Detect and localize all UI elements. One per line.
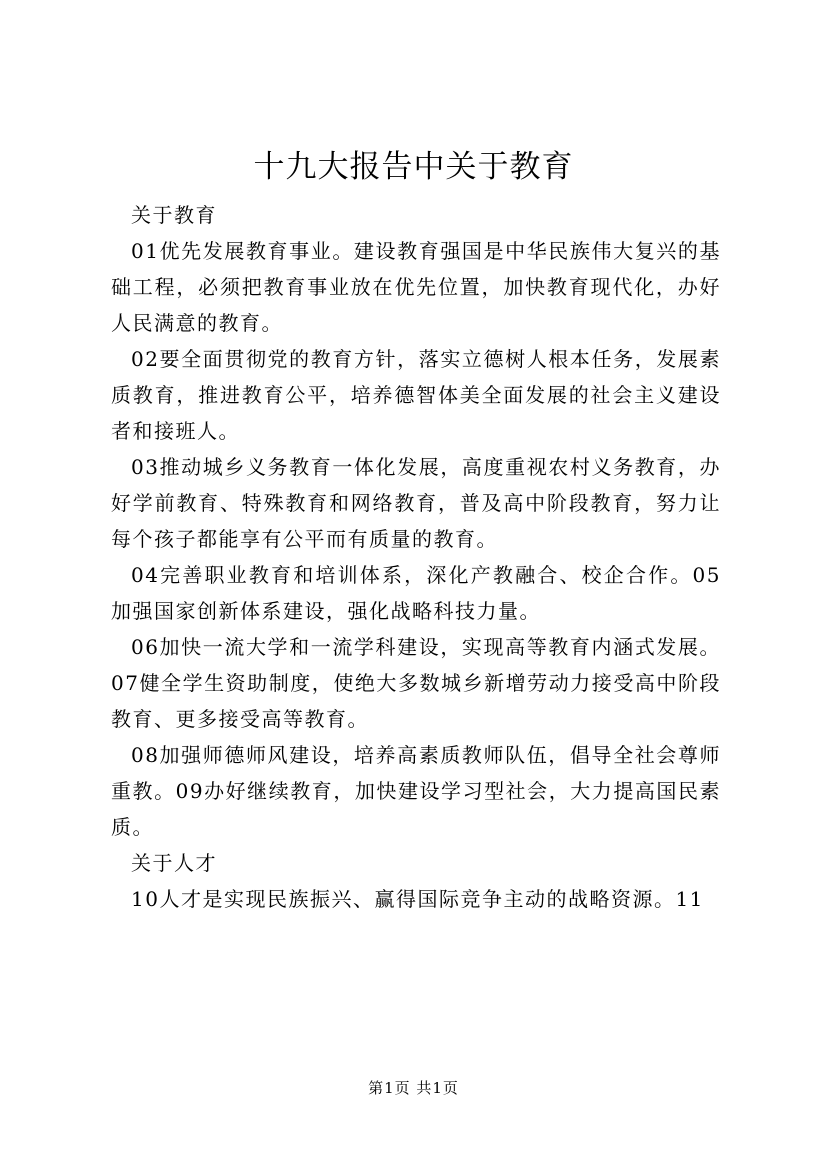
page-number-label: 第1页 共1页 [368, 1079, 459, 1097]
paragraph-06-07: 06加快一流大学和一流学科建设，实现高等教育内涵式发展。07健全学生资助制度，使绝大多数城乡新增劳动力接受高中阶段教育、更多接受高等教育。 [111, 635, 721, 731]
section-heading-education: 关于教育 [131, 203, 217, 227]
paragraph-03: 03推动城乡义务教育一体化发展，高度重视农村义务教育，办好学前教育、特殊教育和网络教育，普及高中阶段教育，努力让每个孩子都能享有公平而有质量的教育。 [111, 455, 721, 551]
section-heading-talent: 关于人才 [131, 851, 217, 875]
paragraph-04-05: 04完善职业教育和培训体系，深化产教融合、校企合作。05加强国家创新体系建设，强化战略科技力量。 [111, 563, 721, 623]
paragraph-10-11: 10人才是实现民族振兴、赢得国际竞争主动的战略资源。11 [131, 887, 704, 911]
paragraph-08-09: 08加强师德师风建设，培养高素质教师队伍，倡导全社会尊师重教。09办好继续教育，加快建设学习型社会，大力提高国民素质。 [111, 743, 721, 839]
paragraph-01: 01优先发展教育事业。建设教育强国是中华民族伟大复兴的基础工程，必须把教育事业放在优先位置，加快教育现代化，办好人民满意的教育。 [111, 239, 721, 335]
document-body [111, 197, 721, 917]
paragraph-02: 02要全面贯彻党的教育方针，落实立德树人根本任务，发展素质教育，推进教育公平，培养德智体美全面发展的社会主义建设者和接班人。 [111, 347, 721, 443]
page-footer [0, 1078, 827, 1098]
document-title: 十九大报告中关于教育 [253, 149, 574, 185]
